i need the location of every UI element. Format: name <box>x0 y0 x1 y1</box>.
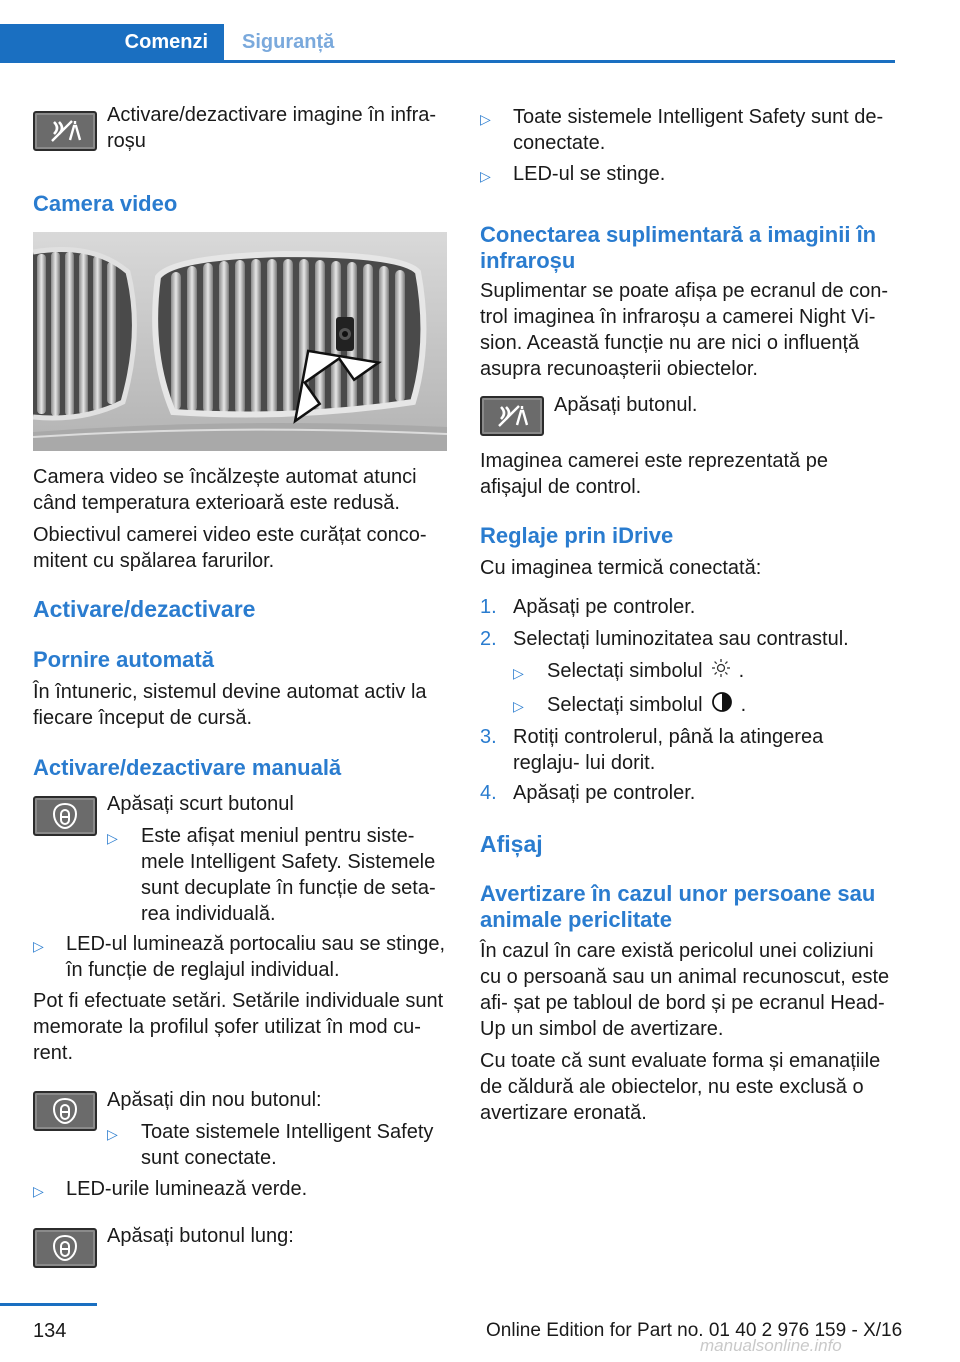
page-header <box>0 0 895 62</box>
heading-activare: Activare/dezactivare <box>33 596 256 622</box>
warning-paragraph-1: În cazul în care există pericolul unei coliziuni cu o persoană sau un animal recunoscut, este afi‐ șat pe tabloul de bord și pe ecranul Head-Up un simbol de avertizare. <box>480 940 890 1040</box>
bullet-disconnected-text: Toate sistemele Intelligent Safety sunt de‐ conectate. <box>513 106 884 154</box>
infrared-toggle-text: Activare/dezactivare imagine în infra‐ roșu <box>107 104 437 152</box>
select-brightness-row <box>547 658 895 685</box>
tab-siguranta[interactable]: Siguranță <box>242 31 335 53</box>
press-button-text: Apăsați butonul. <box>554 394 698 416</box>
camera-paragraph-1: Camera video se încălzește automat atunci când temperatura exterioară este redusă. <box>33 466 417 514</box>
period: . <box>740 693 747 716</box>
press-short-text: Apăsați scurt butonul <box>107 793 294 815</box>
edition-text: Online Edition for Part no. 01 40 2 976 159 - X/16 <box>486 1320 903 1341</box>
heading-activare-manuala: Activare/dezactivare manuală <box>33 755 342 780</box>
auto-paragraph: În întuneric, sistemul devine automat activ la fiecare început de cursă. <box>33 681 427 729</box>
heading-avertizare: Avertizare în cazul unor persoane sau animale periclitate <box>480 881 876 932</box>
bullet-triangle-icon: ▷ <box>513 698 524 714</box>
idrive-intro: Cu imaginea termică conectată: <box>480 557 762 579</box>
heading-afisaj: Afișaj <box>480 831 543 857</box>
step-text: Apăsați pe controler. <box>513 782 696 804</box>
intelligent-safety-button-icon <box>33 1228 97 1268</box>
select-contrast-row <box>547 691 895 720</box>
camera-paragraph-2: Obiectivul camerei video este curățat conco‐ mitent cu spălarea farurilor. <box>33 524 427 572</box>
bullet-led-text: LED-ul luminează portocaliu sau se stinge, în funcție de reglajul individual. <box>66 933 446 981</box>
warning-paragraph-2: Cu toate că sunt evaluate forma și emanațiile de căldură ale obiectelor, nu este exclusă o avertizare eronată. <box>480 1050 881 1124</box>
heading-camera-video: Camera video <box>33 191 178 216</box>
bullet-connected-text: Toate sistemele Intelligent Safety sunt conectate. <box>141 1121 434 1169</box>
night-vision-button-icon <box>33 111 97 151</box>
step-number: 4. <box>480 782 497 804</box>
bullet-triangle-icon: ▷ <box>480 111 491 127</box>
tab-comenzi[interactable]: Comenzi <box>0 24 224 61</box>
watermark: manualsonline.info <box>700 1336 842 1355</box>
bullet-led-off-text: LED-ul se stinge. <box>513 163 666 185</box>
bullet-triangle-icon: ▷ <box>107 1126 118 1142</box>
period: . <box>738 660 745 682</box>
image-paragraph: Imaginea camerei este reprezentată pe afișajul de control. <box>480 450 828 498</box>
bullet-menu-text: Este afișat meniul pentru siste‐ mele Intelligent Safety. Sistemele sunt decuplate în funcție de seta‐ rea individuală. <box>141 825 436 925</box>
camera-grille-photo <box>33 232 447 451</box>
night-vision-button-icon <box>480 396 544 436</box>
heading-reglaje-idrive: Reglaje prin iDrive <box>480 523 674 548</box>
press-again-text: Apăsați din nou butonul: <box>107 1089 322 1111</box>
brightness-sun-icon <box>711 658 731 685</box>
press-long-text: Apăsați butonul lung: <box>107 1225 294 1247</box>
step-text: Rotiți controlerul, până la atingerea reglaju‐ lui dorit. <box>513 726 824 774</box>
step-number: 1. <box>480 596 497 618</box>
step-text: Apăsați pe controler. <box>513 596 696 618</box>
heading-pornire-automata: Pornire automată <box>33 647 214 672</box>
footer-divider <box>0 1303 97 1306</box>
extra-paragraph: Suplimentar se poate afișa pe ecranul de con‐ trol imaginea în infraroșu a camerei Night Vi‐ sion. Această funcție nu are nici o influență asupra recunoașterii obiectelor. <box>480 280 889 380</box>
select-symbol-label: Selectați simbolul <box>547 693 703 716</box>
header-divider <box>0 60 895 63</box>
bullet-triangle-icon: ▷ <box>513 665 524 681</box>
contrast-icon <box>711 691 733 720</box>
bullet-triangle-icon: ▷ <box>480 168 491 184</box>
intelligent-safety-button-icon <box>33 1091 97 1131</box>
bullet-triangle-icon: ▷ <box>107 830 118 846</box>
page-number: 134 <box>33 1320 67 1342</box>
settings-paragraph: Pot fi efectuate setări. Setările individuale sunt memorate la profilul șofer utilizat în mod cu‐ rent. <box>33 990 444 1064</box>
select-symbol-label: Selectați simbolul <box>547 660 703 682</box>
step-number: 3. <box>480 726 497 748</box>
step-text: Selectați luminozitatea sau contrastul. <box>513 628 849 650</box>
intelligent-safety-button-icon <box>33 796 97 836</box>
bullet-green-text: LED-urile luminează verde. <box>66 1178 308 1200</box>
step-number: 2. <box>480 628 497 650</box>
bullet-triangle-icon: ▷ <box>33 938 44 954</box>
bullet-triangle-icon: ▷ <box>33 1183 44 1199</box>
heading-conectare-suplimentara: Conectarea suplimentară a imaginii în infraroșu <box>480 222 877 273</box>
